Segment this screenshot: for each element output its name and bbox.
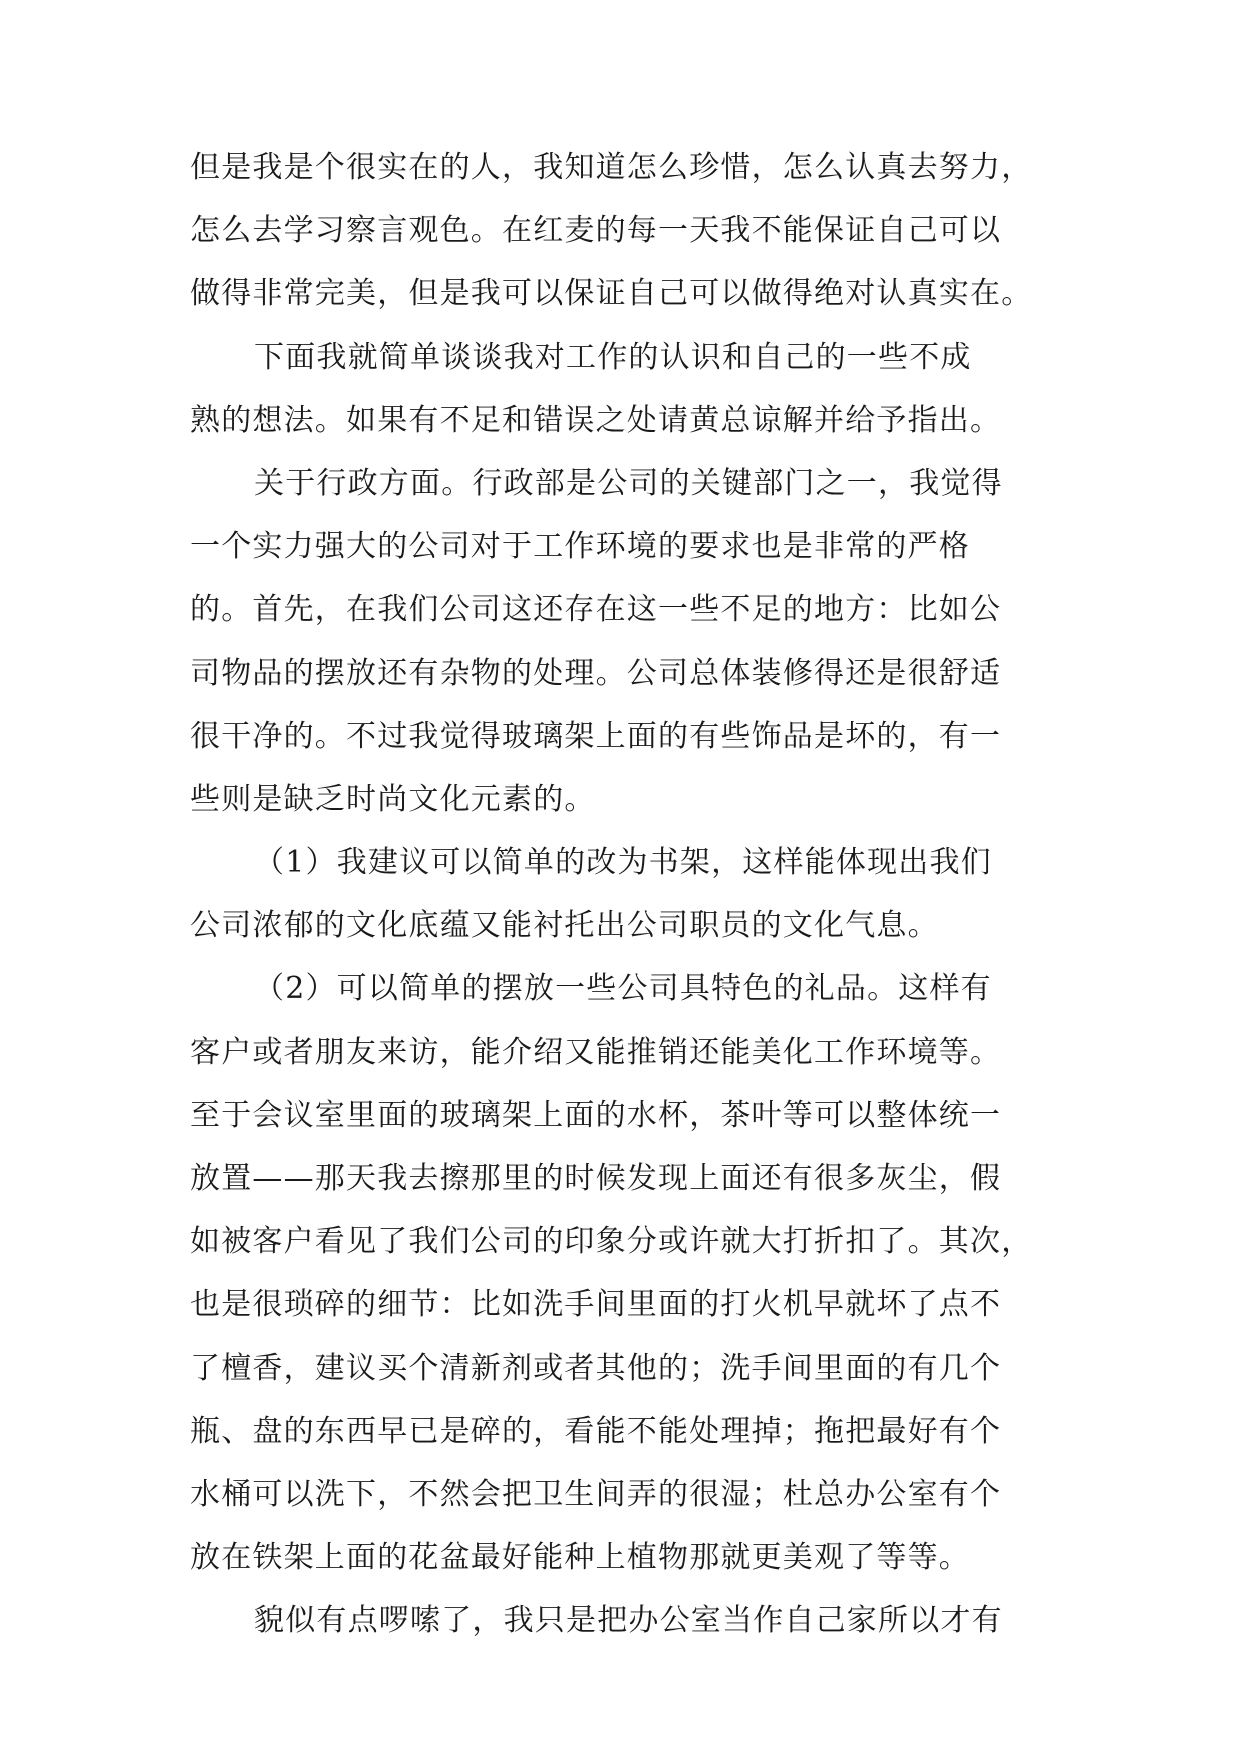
text-line: 也是很琐碎的细节：比如洗手间里面的打火机早就坏了点不 [190, 1287, 1002, 1323]
text-line: 做得非常完美，但是我可以保证自己可以做得绝对认真实在。 [190, 276, 1033, 312]
text-line: 了檀香，建议买个清新剂或者其他的；洗手间里面的有几个 [190, 1350, 1002, 1386]
text-line: 水桶可以洗下，不然会把卫生间弄的很湿；杜总办公室有个 [190, 1476, 1002, 1512]
text-line: 下面我就简单谈谈我对工作的认识和自己的一些不成 [254, 339, 972, 375]
text-line: 如被客户看见了我们公司的印象分或许就大打折扣了。其次， [190, 1224, 1033, 1260]
text-line: 很干净的。不过我觉得玻璃架上面的有些饰品是坏的，有一 [190, 718, 1002, 754]
text-line: （2）可以简单的摆放一些公司具特色的礼品。这样有 [254, 971, 992, 1007]
text-line: 瓶、盘的东西早已是碎的，看能不能处理掉；拖把最好有个 [190, 1413, 1002, 1449]
text-line: （1）我建议可以简单的改为书架，这样能体现出我们 [254, 845, 992, 881]
text-line: 公司浓郁的文化底蕴又能衬托出公司职员的文化气息。 [190, 908, 939, 944]
text-line: 怎么去学习察言观色。在红麦的每一天我不能保证自己可以 [190, 213, 1002, 249]
text-line: 的。首先，在我们公司这还存在这一些不足的地方：比如公 [190, 592, 1002, 628]
text-line: 司物品的摆放还有杂物的处理。公司总体装修得还是很舒适 [190, 655, 1002, 691]
text-line: 放置——那天我去擦那里的时候发现上面还有很多灰尘，假 [190, 1161, 1002, 1196]
text-line: 貌似有点啰嗦了，我只是把办公室当作自己家所以才有 [254, 1603, 1003, 1639]
body-text [190, 136, 1070, 1653]
text-line: 熟的想法。如果有不足和错误之处请黄总谅解并给予指出。 [190, 402, 1002, 438]
text-line: 客户或者朋友来访，能介绍又能推销还能美化工作环境等。 [190, 1034, 1002, 1070]
text-line: 但是我是个很实在的人，我知道怎么珍惜，怎么认真去努力， [190, 150, 1033, 185]
text-line: 些则是缺乏时尚文化元素的。 [190, 781, 596, 817]
text-line: 关于行政方面。行政部是公司的关键部门之一，我觉得 [254, 465, 1003, 501]
text-line: 至于会议室里面的玻璃架上面的水杯，茶叶等可以整体统一 [190, 1097, 1002, 1133]
text-line: 放在铁架上面的花盆最好能种上植物那就更美观了等等。 [190, 1540, 970, 1576]
text-line: 一个实力强大的公司对于工作环境的要求也是非常的严格 [190, 529, 970, 565]
